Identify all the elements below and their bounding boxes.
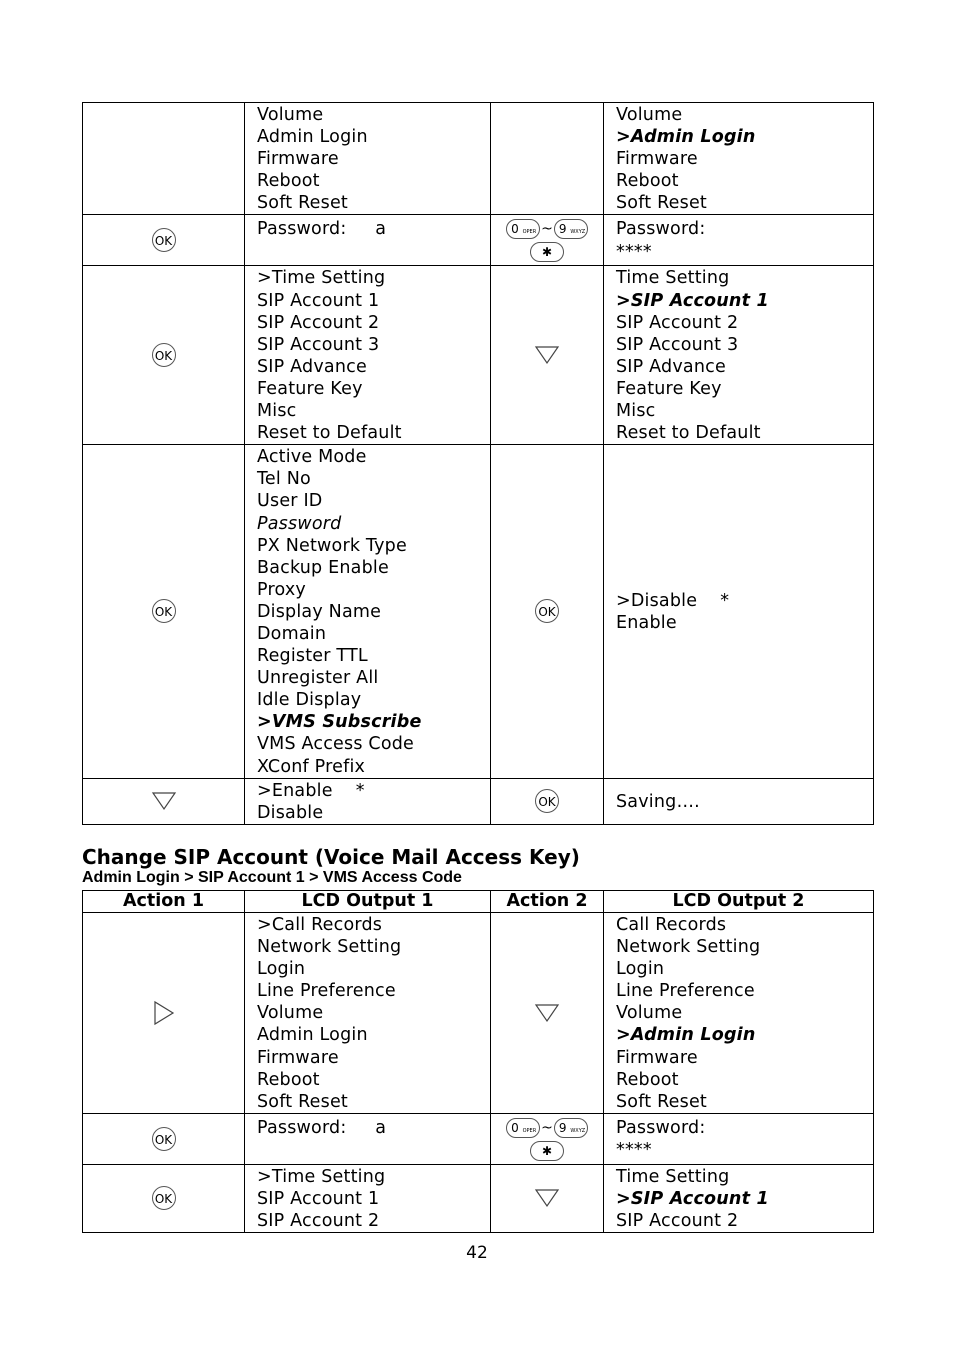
lcd-line: 0 [511,222,519,237]
lcd-line: SIP Account 2 [616,312,739,333]
lcd-line: SIP Account 2 [616,1211,739,1232]
action2-cell [491,266,604,445]
lcd-line: 9 [558,1120,567,1135]
lcd-line: >Enable * [257,780,365,801]
section-title: Change SIP Account (Voice Mail Access Key) [82,845,580,869]
lcd-output-1 [245,913,491,1114]
right-arrow-icon [153,1000,175,1026]
action1-cell [83,1164,245,1232]
lcd-line: Password [257,513,342,534]
lcd-output-2 [604,913,874,1114]
table-row [83,778,874,824]
column-header: Action 2 [491,891,604,913]
lcd-line: Time Setting [616,1166,730,1187]
lcd-line: User ID [257,491,323,512]
lcd-line: Reboot [616,1069,679,1090]
action2-cell [491,103,604,215]
ok-icon: OK [152,1186,176,1210]
lcd-line: OPER [522,1127,537,1134]
table-row [83,445,874,778]
key-star-icon: ✱ [530,1141,564,1161]
table-row [83,1113,874,1164]
lcd-line: Domain [257,623,327,644]
lcd-line: Login [616,959,665,980]
lcd-line: Idle Display [257,690,362,711]
action1-cell [83,778,245,824]
table-header-row [83,891,874,913]
lcd-line: Firmware [616,1047,698,1068]
lcd-line: Network Setting [257,937,402,958]
lcd-output-2 [604,103,874,215]
lcd-line: >VMS Subscribe [257,712,422,733]
lcd-line: Line Preference [616,981,755,1002]
lcd-line: Password: [616,219,706,240]
action1-cell [83,445,245,778]
lcd-line: SIP Account 2 [257,312,380,333]
lcd-output-1 [245,266,491,445]
breadcrumb: Admin Login > SIP Account 1 > VMS Access Code [82,869,462,886]
table-row [83,215,874,266]
down-arrow-icon [534,1003,560,1023]
lcd-line: Admin Login [257,1025,368,1046]
lcd-line: >Admin Login [616,1025,756,1046]
lcd-line: Reboot [616,171,679,192]
lcd-line: SIP Account 1 [257,1188,380,1209]
column-header: LCD Output 1 [245,891,491,913]
lcd-output-2 [604,1164,874,1232]
lcd-line: Volume [257,105,324,125]
lcd-line: Unregister All [257,668,379,689]
action1-cell [83,103,245,215]
lcd-line: ~ [541,1119,553,1136]
action2-cell [491,1164,604,1232]
lcd-line: Volume [257,1003,324,1024]
lcd-line: Firmware [257,1047,339,1068]
action2-cell [491,445,604,778]
lcd-line: Volume [616,105,683,125]
lcd-line: >SIP Account 1 [616,290,769,311]
menu-table-1 [82,102,874,825]
action2-cell [491,1113,604,1164]
lcd-output-1 [245,445,491,778]
lcd-line: Proxy [257,579,306,600]
down-arrow-icon [534,1188,560,1208]
lcd-line: >Call Records [257,915,383,935]
ok-icon: OK [535,599,559,623]
lcd-output-1 [245,1113,491,1164]
lcd-line: Firmware [616,149,698,170]
lcd-line: Network Setting [616,937,761,958]
lcd-output-1 [245,103,491,215]
lcd-line: PX Network Type [257,535,407,556]
lcd-line: Register TTL [257,646,368,667]
lcd-line: WXYZ [570,229,586,236]
lcd-line: Call Records [616,915,727,935]
key-0-icon [506,1118,540,1138]
lcd-line: Enable [616,612,677,633]
lcd-line: Feature Key [616,378,722,399]
key-9-icon [554,219,588,239]
lcd-line: Disable [257,802,324,823]
lcd-line: SIP Advance [257,356,367,377]
table-row [83,913,874,1114]
lcd-line: SIP Advance [616,356,726,377]
lcd-output-1 [245,215,491,266]
lcd-output-2 [604,266,874,445]
key-0-icon [506,219,540,239]
digit-keys-icon [506,1117,588,1161]
lcd-line: >Time Setting [257,268,386,289]
lcd-line: >SIP Account 1 [616,1188,769,1209]
lcd-line: XConf Prefix [257,756,366,777]
lcd-line: 0 [511,1120,519,1135]
action2-cell [491,778,604,824]
ok-icon: OK [152,599,176,623]
digit-keys-icon [506,218,588,262]
lcd-line: SIP Account 2 [257,1211,380,1232]
lcd-line: Soft Reset [616,193,707,214]
table-row [83,103,874,215]
lcd-line: >Disable * [616,590,730,611]
lcd-line: Soft Reset [257,1091,348,1112]
lcd-line: SIP Account 1 [257,290,380,311]
lcd-line: Display Name [257,601,382,622]
column-header: Action 1 [83,891,245,913]
lcd-line: VMS Access Code [257,734,415,755]
lcd-output-2 [604,1113,874,1164]
lcd-line: Time Setting [616,268,730,289]
lcd-line: Reset to Default [257,423,402,444]
lcd-line: **** [616,241,652,262]
lcd-line: Admin Login [257,127,368,148]
action2-cell [491,215,604,266]
lcd-output-2 [604,778,874,824]
lcd-line: OPER [522,229,537,236]
action1-cell [83,266,245,445]
key-9-icon [554,1118,588,1138]
ok-icon: OK [152,343,176,367]
lcd-line: ~ [541,221,553,238]
lcd-line: >Time Setting [257,1166,386,1187]
lcd-line: Active Mode [257,447,367,468]
lcd-line: Feature Key [257,378,363,399]
lcd-line: SIP Account 3 [257,334,380,355]
lcd-line: Misc [616,401,656,422]
table-row [83,266,874,445]
lcd-line: SIP Account 3 [616,334,739,355]
lcd-output-2 [604,445,874,778]
lcd-output-1 [245,778,491,824]
lcd-line: Password: a [257,1117,387,1138]
lcd-line: Firmware [257,149,339,170]
down-arrow-icon [151,791,177,811]
lcd-line: Soft Reset [257,193,348,214]
lcd-line: Backup Enable [257,557,389,578]
lcd-line: Reboot [257,171,320,192]
down-arrow-icon [534,345,560,365]
action1-cell [83,1113,245,1164]
lcd-line: Volume [616,1003,683,1024]
lcd-line: Tel No [257,469,311,490]
lcd-output-2 [604,215,874,266]
lcd-line: **** [616,1139,652,1160]
table-row [83,1164,874,1232]
lcd-line: Saving…. [616,791,700,812]
page-number: 42 [466,1243,488,1263]
ok-icon: OK [152,1127,176,1151]
lcd-output-1 [245,1164,491,1232]
lcd-line: Misc [257,401,297,422]
lcd-line: >Admin Login [616,127,756,148]
lcd-line: Password: a [257,219,387,240]
lcd-line: Password: [616,1117,706,1138]
lcd-line: Reboot [257,1069,320,1090]
ok-icon: OK [535,789,559,813]
lcd-line: Reset to Default [616,423,761,444]
action1-cell [83,913,245,1114]
ok-icon: OK [152,228,176,252]
lcd-line: Line Preference [257,981,396,1002]
action2-cell [491,913,604,1114]
lcd-line: Soft Reset [616,1091,707,1112]
lcd-line: 9 [558,222,567,237]
lcd-line: Login [257,959,306,980]
lcd-line: WXYZ [570,1127,586,1134]
key-star-icon: ✱ [530,242,564,262]
menu-table-2 [82,890,874,1233]
action1-cell [83,215,245,266]
column-header: LCD Output 2 [604,891,874,913]
